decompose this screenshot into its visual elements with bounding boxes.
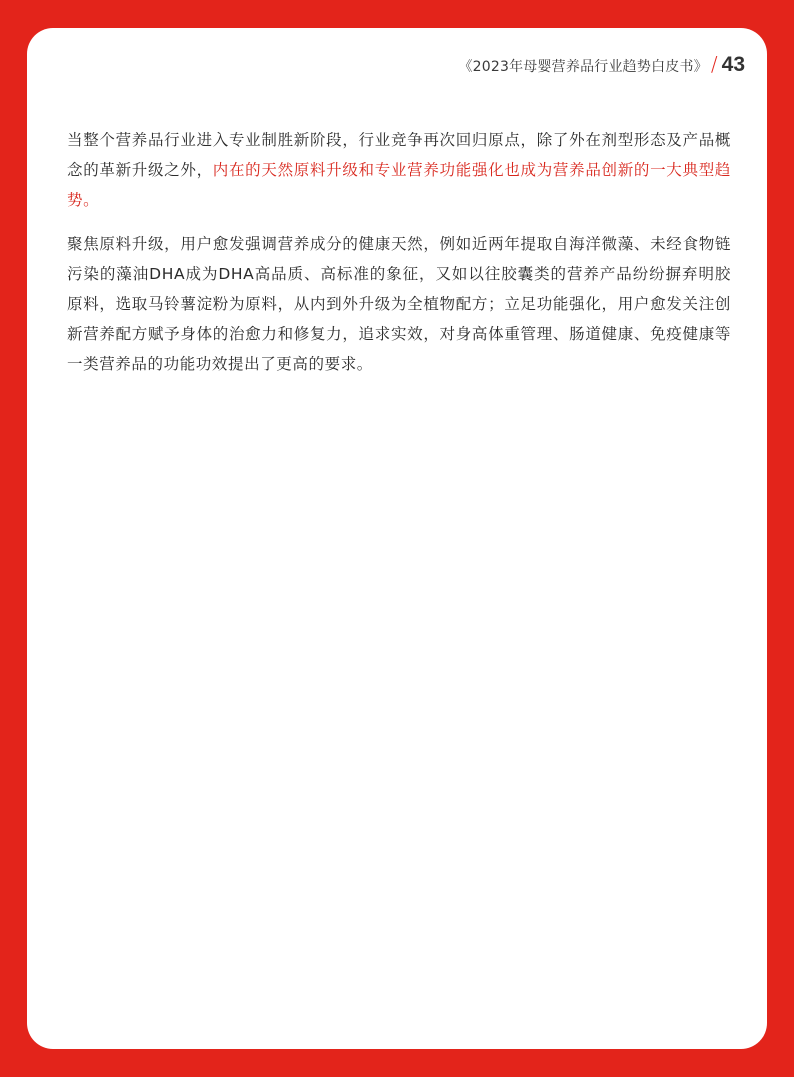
document-title: 《2023年母婴营养品行业趋势白皮书》 (458, 59, 708, 75)
page-header (458, 52, 745, 77)
page-number: 43 (721, 53, 745, 76)
paragraph-2 (67, 229, 731, 379)
page-sheet (27, 28, 767, 1049)
paragraph-1 (67, 125, 731, 215)
paragraph-1-highlight: 内在的天然原料升级和专业营养功能强化也成为营养品创新的一大典型趋势。 (67, 161, 731, 209)
header-divider-slash: / (710, 52, 718, 76)
paragraph-2-text: 聚焦原料升级，用户愈发强调营养成分的健康天然，例如近两年提取自海洋微藻、未经食物链污染的藻油DHA成为DHA高品质、高标准的象征，又如以往胶囊类的营养产品纷纷摒弃明胶原料，选取马铃薯淀粉为原料，从内到外升级为全植物配方；立足功能强化，用户愈发关注创新营养配方赋予身体的治愈力和修复力，追求实效，对身高体重管理、肠道健康、免疫健康等一类营养品的功能功效提出了更高的要求。 (67, 235, 731, 373)
body-text (67, 125, 731, 393)
paragraph-1-text: 当整个营养品行业进入专业制胜新阶段，行业竞争再次回归原点，除了外在剂型形态及产品概念的革新升级之外， (67, 131, 731, 179)
